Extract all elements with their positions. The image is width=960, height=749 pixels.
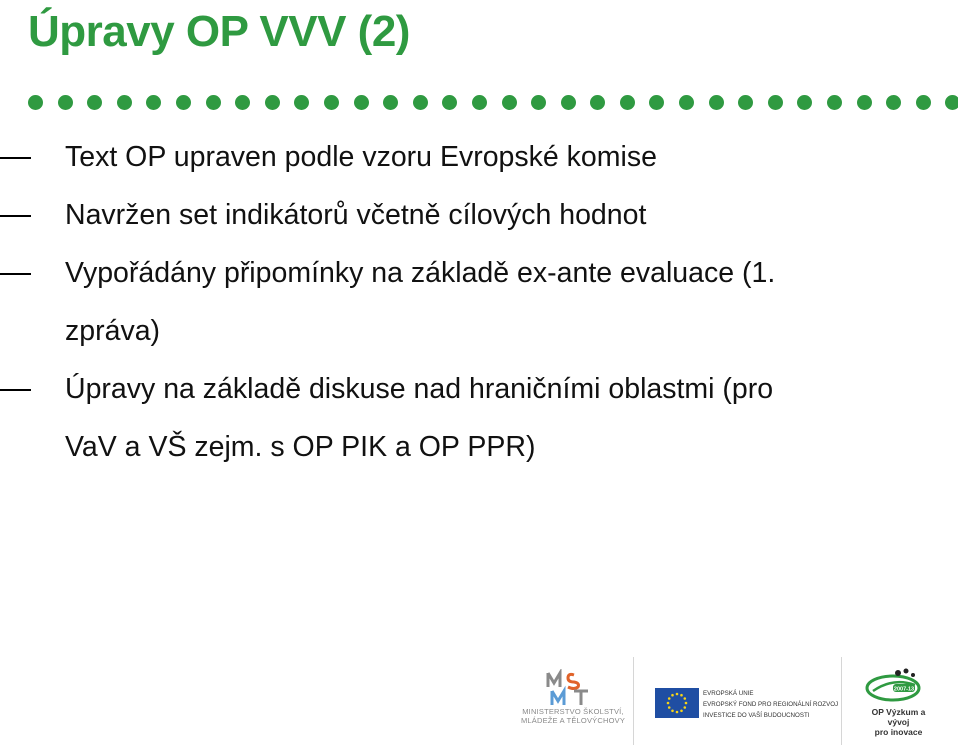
dash-bullet-icon — [0, 215, 31, 217]
eu-star — [671, 694, 674, 697]
divider-dot — [87, 95, 102, 110]
bullet-item — [0, 128, 940, 186]
dash-bullet-icon — [0, 157, 31, 159]
slide-title: Úpravy OP VVV (2) — [28, 7, 410, 56]
op-vav-emblem-icon — [863, 667, 925, 705]
msmt-logo — [517, 669, 629, 739]
bullet-text-continuation: zpráva) — [65, 315, 161, 347]
divider-dot — [945, 95, 958, 110]
divider-dot — [797, 95, 812, 110]
divider-dot — [709, 95, 724, 110]
divider-dot — [235, 95, 250, 110]
dotted-divider — [28, 95, 958, 113]
eu-star — [676, 711, 679, 714]
eu-star — [671, 709, 674, 712]
divider-dot — [206, 95, 221, 110]
divider-dot — [620, 95, 635, 110]
bullet-list — [0, 128, 940, 476]
eu-star — [676, 693, 679, 696]
divider-dot — [886, 95, 901, 110]
bullet-item — [0, 244, 940, 360]
bullet-text: Úpravy na základě diskuse nad hraničními oblastmi (pro — [65, 373, 774, 405]
divider-dot — [383, 95, 398, 110]
eu-logo — [655, 688, 839, 724]
msmt-emblem-icon — [544, 669, 602, 707]
divider-dot — [354, 95, 369, 110]
divider-dot — [561, 95, 576, 110]
divider-dot — [472, 95, 487, 110]
divider-dot — [146, 95, 161, 110]
eu-star — [680, 709, 683, 712]
bullet-item — [0, 360, 940, 476]
logo-divider — [633, 657, 634, 745]
bullet-text: Vypořádány připomínky na základě ex-ante evaluace (1. — [65, 257, 776, 289]
eu-star — [668, 706, 671, 709]
divider-dot — [413, 95, 428, 110]
divider-dot — [590, 95, 605, 110]
divider-dot — [442, 95, 457, 110]
bullet-item — [0, 186, 940, 244]
divider-dot — [531, 95, 546, 110]
eu-star — [685, 702, 688, 705]
divider-dot — [679, 95, 694, 110]
bullet-text-continuation: VaV a VŠ zejm. s OP PIK a OP PPR) — [65, 431, 536, 463]
op-vav-caption: OP Výzkum a vývoj pro inovace — [871, 707, 926, 737]
divider-dot — [649, 95, 664, 110]
dash-bullet-icon — [0, 389, 31, 391]
divider-dot — [857, 95, 872, 110]
divider-dot — [738, 95, 753, 110]
op-vav-logo — [861, 667, 960, 742]
eu-caption: EVROPSKÁ UNIE EVROPSKÝ FOND PRO REGIONÁLNÍ ROZVOJ INVESTICE DO VAŠÍ BUDOUCNOSTI — [703, 690, 839, 719]
bullet-text: Navržen set indikátorů včetně cílových hodnot — [65, 199, 647, 231]
eu-flag-icon — [655, 688, 699, 718]
divider-dot — [176, 95, 191, 110]
divider-dot — [502, 95, 517, 110]
bullet-text: Text OP upraven podle vzoru Evropské komise — [65, 141, 657, 173]
op-badge-text: 2007-13 — [893, 686, 915, 693]
eu-star — [683, 697, 686, 700]
footer-logos — [505, 655, 960, 749]
divider-dot — [916, 95, 931, 110]
eu-star — [667, 702, 670, 705]
logo-divider — [841, 657, 842, 745]
eu-star — [680, 694, 683, 697]
divider-dot — [265, 95, 280, 110]
eu-star — [668, 697, 671, 700]
dash-bullet-icon — [0, 273, 31, 275]
divider-dot — [827, 95, 842, 110]
divider-dot — [117, 95, 132, 110]
divider-dot — [294, 95, 309, 110]
divider-dot — [58, 95, 73, 110]
divider-dot — [324, 95, 339, 110]
divider-dot — [28, 95, 43, 110]
divider-dot — [768, 95, 783, 110]
msmt-caption: MINISTERSTVO ŠKOLSTVÍ, MLÁDEŽE A TĚLOVÝCHOVY — [520, 707, 626, 725]
eu-star — [683, 706, 686, 709]
